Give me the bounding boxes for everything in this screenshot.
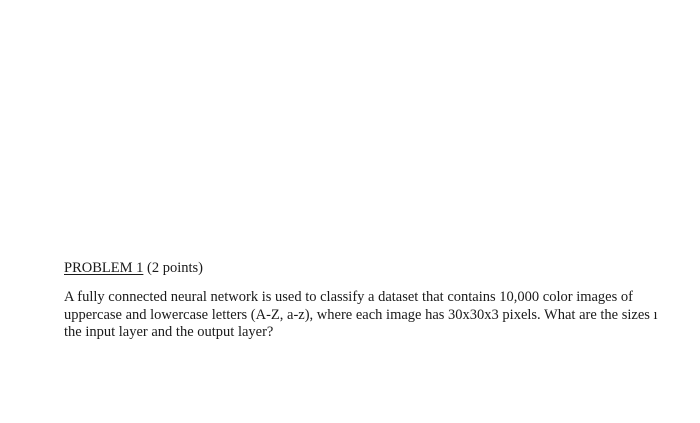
problem-text-line-3: the input layer and the output layer? <box>64 324 274 340</box>
problem-label: PROBLEM 1 <box>64 260 144 276</box>
problem-text-line-1: A fully connected neural network is used to classify a dataset that contains 10,000 color images of <box>64 289 633 305</box>
problem-heading <box>64 259 203 277</box>
problem-points: (2 points) <box>147 260 203 276</box>
problem-text-line-2: uppercase and lowercase letters (A-Z, a-z), where each image has 30x30x3 pixels. What are the sizes ı <box>64 306 658 323</box>
problem-text <box>64 289 700 342</box>
